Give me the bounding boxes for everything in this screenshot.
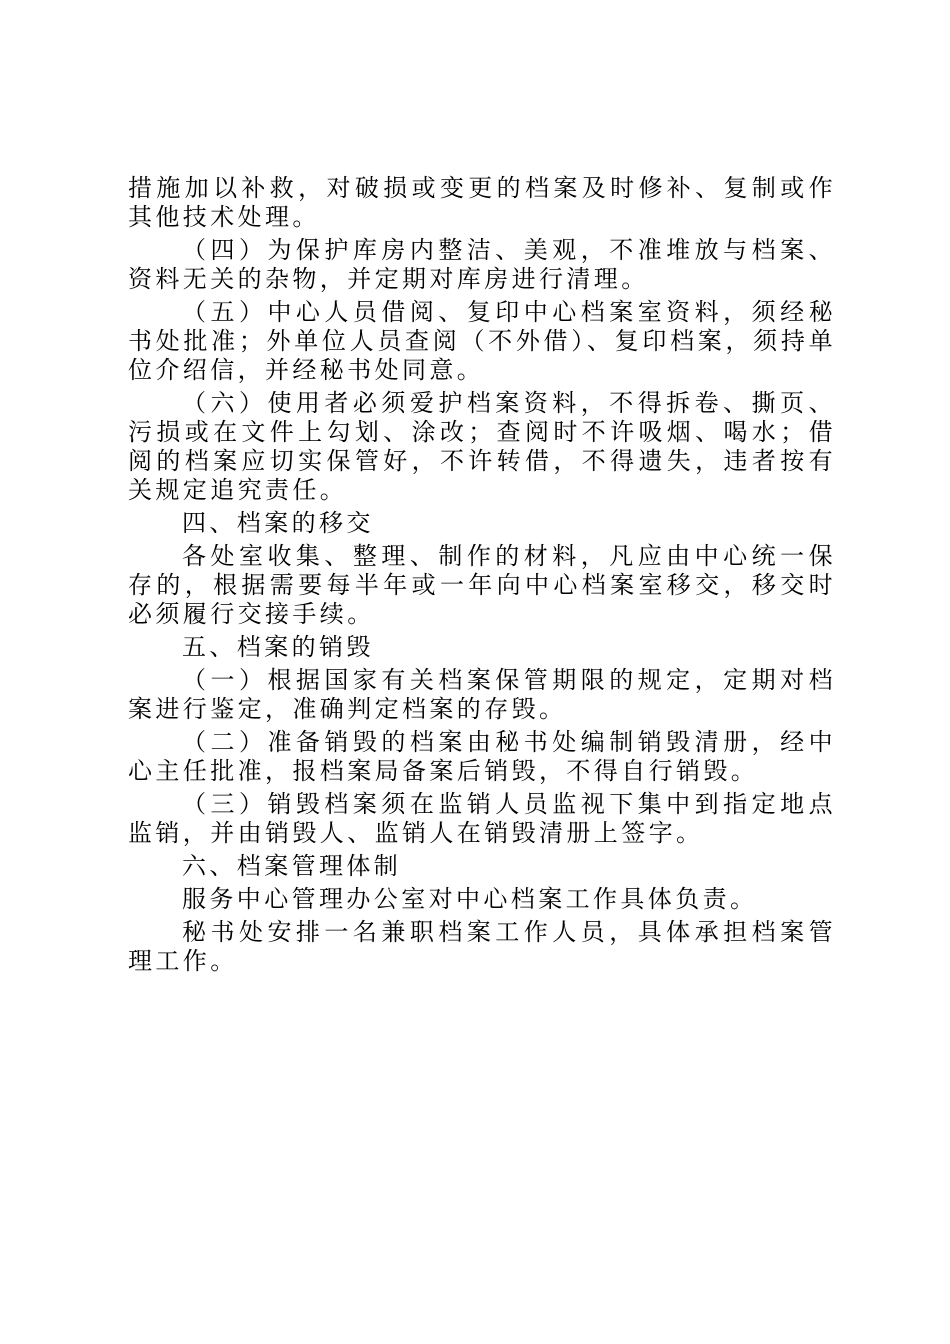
section-heading-transfer: 四、档案的移交 bbox=[182, 509, 374, 537]
paragraph-management-1: 服务中心管理办公室对中心档案工作具体负责。 bbox=[182, 885, 758, 913]
paragraph-item-6: （六）使用者必须爱护档案资料，不得拆卷、撕页、污损或在文件上勾划、涂改；查阅时不许吸烟、喝水；借阅的档案应切实保管好，不许转借，不得遗失，违者按有关规定追究责任。 bbox=[128, 389, 836, 504]
document-body bbox=[128, 174, 836, 980]
paragraph-continuation: 措施加以补救，对破损或变更的档案及时修补、复制或作其他技术处理。 bbox=[128, 174, 836, 231]
paragraph-management-2: 秘书处安排一名兼职档案工作人员，具体承担档案管理工作。 bbox=[128, 918, 836, 975]
section-heading-management: 六、档案管理体制 bbox=[182, 852, 402, 880]
paragraph-item-5: （五）中心人员借阅、复印中心档案室资料，须经秘书处批准；外单位人员查阅（不外借）、复印档案，须持单位介绍信，并经秘书处同意。 bbox=[128, 298, 836, 384]
paragraph-item-4: （四）为保护库房内整洁、美观，不准堆放与档案、资料无关的杂物，并定期对库房进行清理。 bbox=[128, 236, 836, 293]
paragraph-transfer: 各处室收集、整理、制作的材料，凡应由中心统一保存的，根据需要每半年或一年向中心档案室移交，移交时必须履行交接手续。 bbox=[128, 542, 836, 628]
section-heading-destruction: 五、档案的销毁 bbox=[182, 633, 374, 661]
paragraph-destruction-3: （三）销毁档案须在监销人员监视下集中到指定地点监销，并由销毁人、监销人在销毁清册上签字。 bbox=[128, 790, 836, 847]
paragraph-destruction-1: （一）根据国家有关档案保管期限的规定，定期对档案进行鉴定，准确判定档案的存毁。 bbox=[128, 666, 836, 723]
paragraph-destruction-2: （二）准备销毁的档案由秘书处编制销毁清册，经中心主任批准，报档案局备案后销毁，不得自行销毁。 bbox=[128, 728, 836, 785]
